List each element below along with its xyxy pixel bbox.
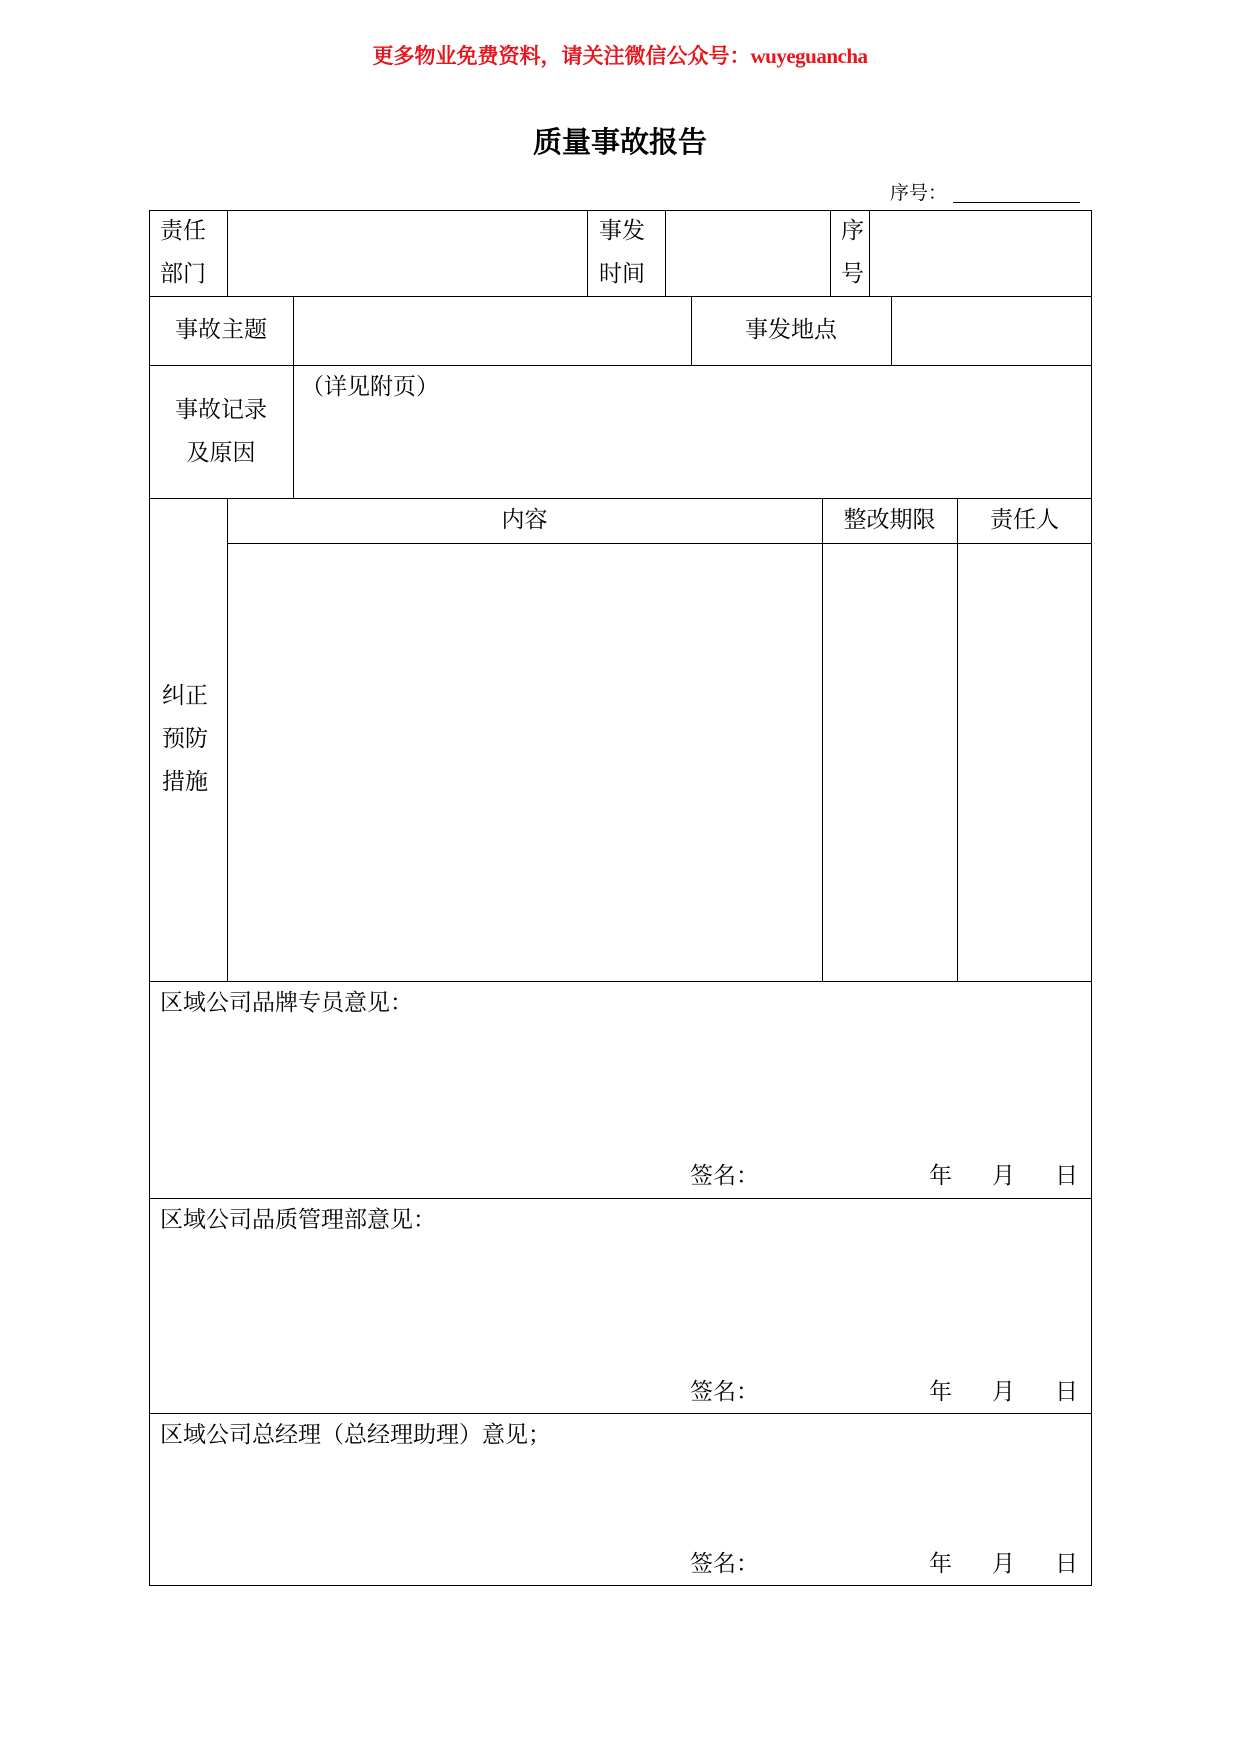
incident-time-label-2: 时间 (599, 261, 645, 287)
measures-label: 纠正 (162, 683, 208, 709)
date-day: 日 (1055, 1163, 1078, 1189)
serial-label: 序号： (890, 182, 948, 204)
accident-subject-field[interactable] (296, 298, 688, 363)
measures-label-2: 预防 (162, 726, 208, 752)
signature-label: 签名： (690, 1379, 759, 1405)
date-month: 月 (992, 1163, 1015, 1189)
col-divider (227, 210, 228, 296)
col-divider (869, 210, 870, 296)
incident-time-label: 事发 (599, 218, 645, 244)
col-divider (891, 296, 892, 365)
serial-cell-label: 序 (841, 218, 864, 244)
col-header-deadline: 整改期限 (843, 507, 936, 533)
serial-cell-field[interactable] (872, 212, 1089, 294)
serial-cell-label-2: 号 (841, 261, 864, 287)
resp-dept-label-2: 部门 (160, 261, 206, 287)
opinion-brand-label: 区域公司品牌专员意见： (160, 990, 413, 1016)
col-divider (830, 210, 831, 296)
date-year: 年 (929, 1551, 952, 1577)
resp-dept-field[interactable] (230, 212, 584, 294)
col-divider (293, 296, 294, 365)
col-header-person: 责任人 (990, 507, 1059, 533)
deadline-field[interactable] (825, 546, 954, 978)
accident-subject-label: 事故主题 (175, 317, 267, 343)
opinion-quality-field[interactable] (160, 1246, 1080, 1366)
row-divider (149, 296, 1092, 297)
person-field[interactable] (960, 546, 1089, 978)
header-banner (0, 40, 1240, 70)
row-divider (149, 365, 1092, 366)
opinion-quality-label: 区域公司品质管理部意见： (160, 1207, 436, 1233)
record-label: 事故记录 (175, 397, 267, 423)
measures-label-3: 措施 (162, 769, 208, 795)
page-title: 质量事故报告 (532, 125, 707, 159)
row-divider (227, 543, 1092, 544)
opinion-gm-field[interactable] (160, 1460, 1080, 1540)
incident-location-field[interactable] (894, 298, 1089, 363)
date-month: 月 (992, 1379, 1015, 1405)
banner-text: 更多物业免费资料，请关注微信公众号： (372, 43, 751, 68)
incident-time-field[interactable] (668, 212, 827, 294)
col-divider (822, 498, 823, 981)
col-divider (587, 210, 588, 296)
col-divider (957, 498, 958, 981)
opinion-brand-field[interactable] (160, 1030, 1080, 1150)
col-divider (293, 365, 294, 498)
resp-dept-label: 责任 (160, 218, 206, 244)
date-day: 日 (1055, 1551, 1078, 1577)
banner-account: wuyeguancha (750, 44, 868, 68)
opinion-gm-label: 区域公司总经理（总经理助理）意见； (160, 1422, 551, 1448)
signature-label: 签名： (690, 1551, 759, 1577)
record-label-2: 及原因 (186, 440, 256, 466)
col-divider (227, 498, 228, 981)
date-year: 年 (929, 1163, 952, 1189)
serial-input-line[interactable] (953, 202, 1080, 203)
date-year: 年 (929, 1379, 952, 1405)
signature-label: 签名： (690, 1163, 759, 1189)
date-day: 日 (1055, 1379, 1078, 1405)
date-month: 月 (992, 1551, 1015, 1577)
content-field[interactable] (230, 546, 819, 978)
see-attachment-note: （详见附页） (301, 374, 439, 400)
col-divider (665, 210, 666, 296)
incident-location-label: 事发地点 (745, 317, 837, 343)
col-header-content: 内容 (501, 507, 548, 533)
